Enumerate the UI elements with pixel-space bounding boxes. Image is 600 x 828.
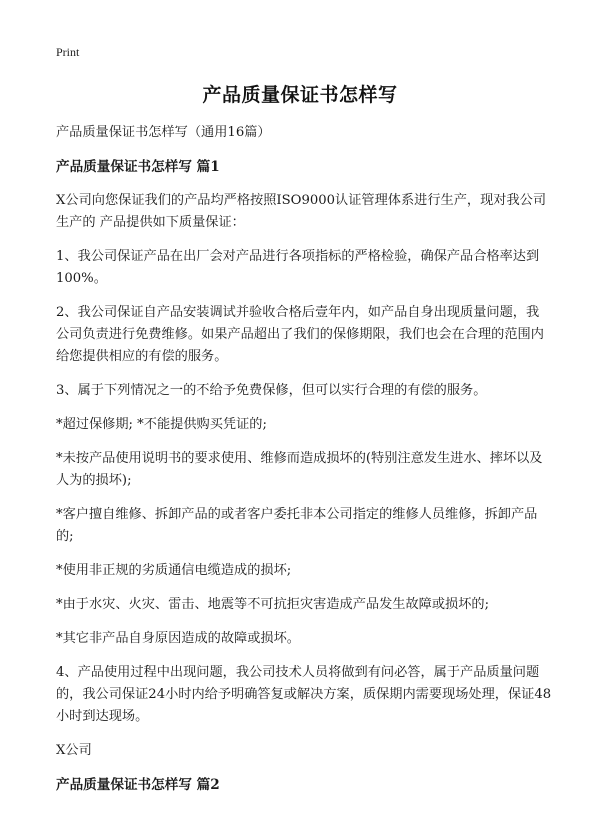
exclusion-item: *使用非正规的劣质通信电缆造成的损坏; [56,563,292,578]
signature: X公司 [56,743,92,758]
section-heading-1: 产品质量保证书怎样写 篇1 [56,159,220,175]
exclusion-item: *由于水灾、火灾、雷击、地震等不可抗拒灾害造成产品发生故障或损坏的; [56,597,490,612]
exclusion-item: *超过保修期; *不能提供购买凭证的; [56,417,267,432]
paragraph-intro: X公司向您保证我们的产品均严格按照ISO9000认证管理体系进行生产，现对我公司生产的 产品提供如下质量保证： [56,193,547,230]
paragraph-item-2: 2、我公司保证自产品安装调试并验收合格后壹年内，如产品自身出现质量问题，我公司负责进行免费维修。如果产品超出了我们的保修期限，我们也会在合理的范围内给您提供相应的有偿的服务。 [56,305,544,364]
print-link[interactable]: Print [56,45,80,59]
exclusion-item: *其它非产品自身原因造成的故障或损坏。 [56,631,300,646]
page-title: 产品质量保证书怎样写 [202,84,398,106]
exclusion-item: *未按产品使用说明书的要求使用、维修而造成损坏的(特别注意发生进水、摔坏以及人为的损坏); [56,451,543,488]
document-body [56,122,552,808]
paragraph-item-4: 4、产品使用过程中出现问题，我公司技术人员将做到有问必答，属于产品质量问题的，我公司保证24小时内给予明确答复或解决方案，质保期内需要现场处理，保证48小时到达现场。 [56,665,552,724]
paragraph-item-3: 3、属于下列情况之一的不给予免费保修，但可以实行合理的有偿的服务。 [56,383,487,398]
exclusion-item: *客户擅自维修、拆卸产品的或者客户委托非本公司指定的维修人员维修，拆卸产品的; [56,507,538,544]
paragraph-item-1: 1、我公司保证产品在出厂会对产品进行各项指标的严格检验，确保产品合格率达到100%。 [56,249,540,286]
document-subtitle: 产品质量保证书怎样写（通用16篇） [56,125,271,140]
section-heading-2: 产品质量保证书怎样写 篇2 [56,777,220,793]
